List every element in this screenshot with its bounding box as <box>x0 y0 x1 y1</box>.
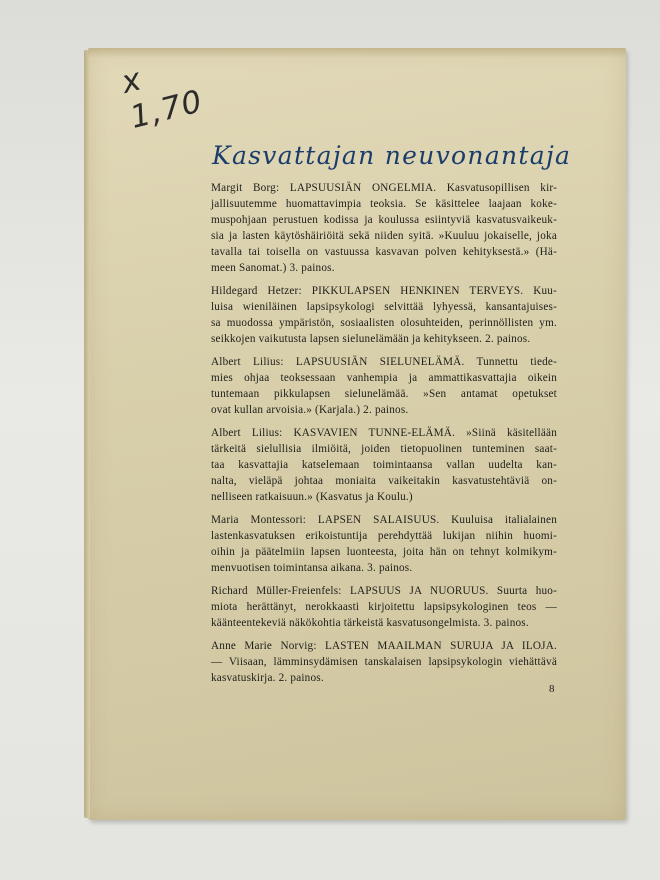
entry-line: käänteentekeviä näkökohtia tärkeistä kasvatusongelmista. 3. painos. <box>211 617 529 629</box>
entry-line: tavalla tai toisella on vastuussa kasvavan polven kehityksestä.» (Hä- <box>211 246 557 258</box>
entry-line: Margit Borg: LAPSUUSIÄN ONGELMIA. Kasvatusopillisen kir- <box>211 182 557 194</box>
list-item <box>211 283 557 347</box>
entry-line: meen Sanomat.) 3. painos. <box>211 262 335 274</box>
entry-line: — Viisaan, lämminsydämisen tanskalaisen lapsipsykologin viehättävä <box>211 656 557 668</box>
book-list <box>211 180 557 686</box>
entry-line: miota herättänyt, nerokkaasti kirjoitettu lapsipsykologinen teos — <box>211 601 557 613</box>
entry-line: kasvatuskirja. 2. painos. <box>211 672 324 684</box>
entry-line: ovat kullan arvoisia.» (Karjala.) 2. painos. <box>211 404 409 416</box>
entry-line: sa muodossa ympäristön, sosiaalisten olosuhteiden, perinnöllisten ym. <box>211 317 557 329</box>
entry-line: tuntemaan pikkulapsen sielunelämää. »Sen antamat opetukset <box>211 388 557 400</box>
entry-line: nelliseen ratkaisuun.» (Kasvatus ja Koulu.) <box>211 491 413 503</box>
handwritten-price: x 1,70 <box>118 61 207 136</box>
page-number: 8 <box>549 683 555 695</box>
list-item <box>211 512 557 576</box>
entry-line: tärkeitä sielullisia ilmiöitä, joiden tietopuolinen tunteminen saat- <box>211 443 557 455</box>
list-item <box>211 354 557 418</box>
entry-line: Hildegard Hetzer: PIKKULAPSEN HENKINEN TERVEYS. Kuu- <box>211 285 557 297</box>
entry-line: oihin ja päätelmiin lapsen luonteesta, joita hän on tehnyt kolmikym- <box>211 546 557 558</box>
entry-line: Maria Montessori: LAPSEN SALAISUUS. Kuuluisa italialainen <box>211 514 557 526</box>
entry-line: sia ja lasten käytöshäiriöitä sekä niiden syitä. »Kuuluu jokaiselle, joka <box>211 230 557 242</box>
entry-line: Albert Lilius: KASVAVIEN TUNNE-ELÄMÄ. »Siinä käsitellään <box>211 427 557 439</box>
entry-line: seikkojen vaikutusta lapsen sielunelämään ja kehitykseen. 2. painos. <box>211 333 531 345</box>
list-item <box>211 180 557 276</box>
page-title: Kasvattajan neuvonantaja <box>212 141 572 170</box>
entry-line: jallisuutemme huomattavimpia teoksia. Se käsittelee laajaan koke- <box>211 198 557 210</box>
entry-line: Albert Lilius: LAPSUUSIÄN SIELUNELÄMÄ. Tunnettu tiede- <box>211 356 557 368</box>
entry-line: muspohjaan perustuen kodissa ja koulussa esiintyviä kasvatusvaikeuk- <box>211 214 557 226</box>
entry-line: Richard Müller-Freienfels: LAPSUUS JA NUORUUS. Suurta huo- <box>211 585 557 597</box>
entry-line: nalta, vieläpä johtaa moniaita vaikeitakin kasvatustehtäviä on- <box>211 475 557 487</box>
entry-line: taa kasvattajia katselemaan toimintaansa vallan uudelta kan- <box>211 459 557 471</box>
entry-line: lastenkasvatuksen erikoistuntija perehdyttää lukijan niihin huomi- <box>211 530 557 542</box>
list-item <box>211 583 557 631</box>
list-item <box>211 638 557 686</box>
entry-line: mies ohjaa teoksessaan vanhempia ja ammattikasvattajia oikein <box>211 372 557 384</box>
entry-line: luisa wieniläinen lapsipsykologi selvittää lyhyessä, kansantajuises- <box>211 301 557 313</box>
list-item <box>211 425 557 505</box>
entry-line: menvuotisen toimintansa aikana. 3. painos. <box>211 562 413 574</box>
entry-line: Anne Marie Norvig: LASTEN MAAILMAN SURUJA JA ILOJA. <box>211 640 557 652</box>
